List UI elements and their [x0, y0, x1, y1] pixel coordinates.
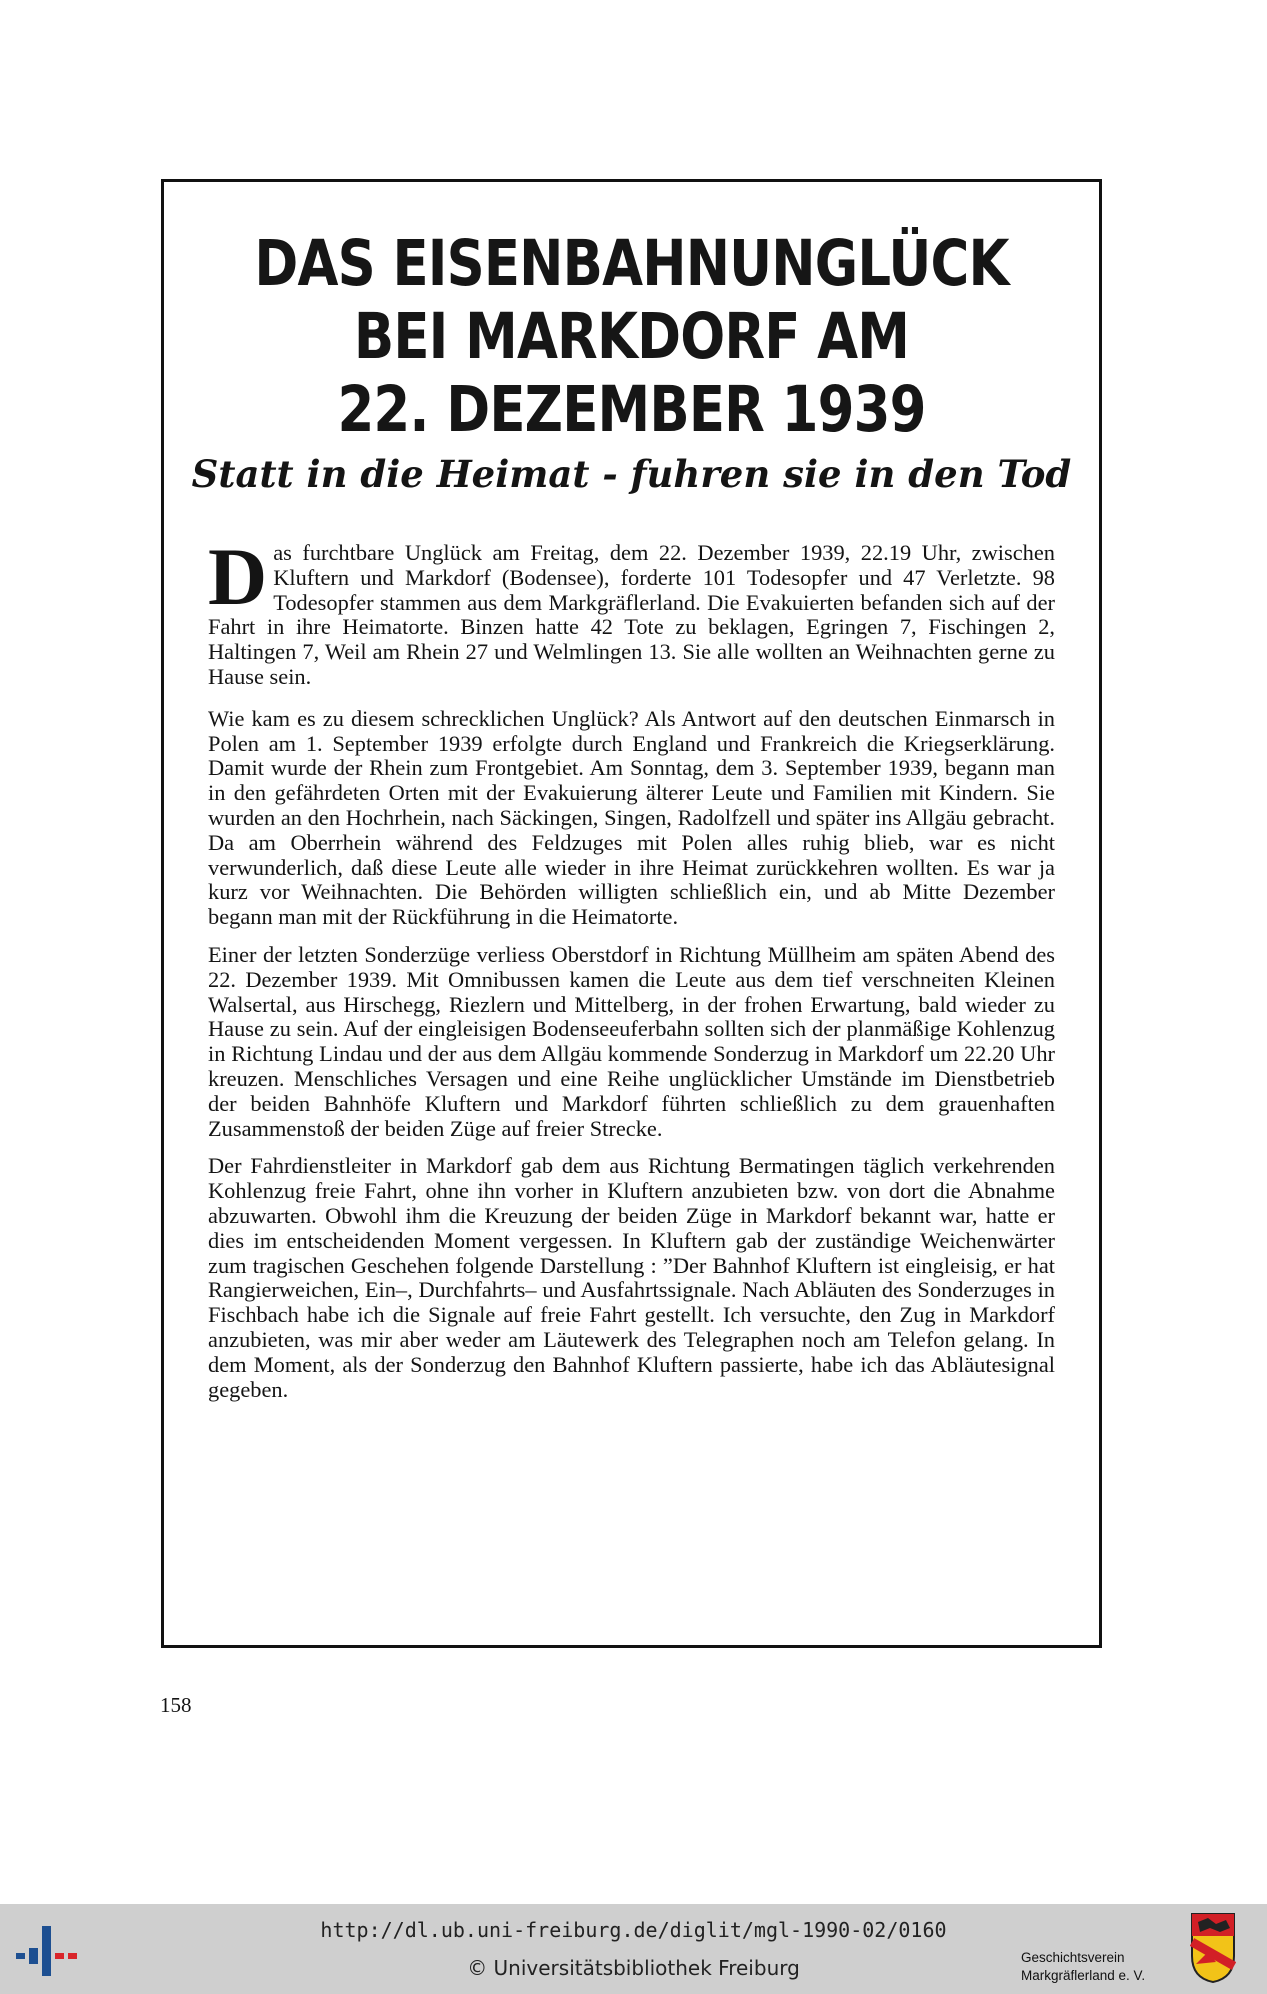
paragraph-1	[208, 531, 1055, 690]
paragraph-2: Wie kam es zu diesem schrecklichen Unglück? Als Antwort auf den deutschen Einmarsch in Polen am 1. September 1939 erfolgte durch England und Frankreich die Kriegserklärung. Damit wurde der Rhein zum Frontgebiet. Am Sonntag, dem 3. September 1939, begann man in den gefährdeten Orten mit der Evakuierung älterer Leute und Familien mit Kindern. Sie wurden an den Hochrhein, nach Säckingen, Singen, Radolfzell und später ins Allgäu gebracht. Da am Oberrhein während des Feldzuges mit Polen alles ruhig blieb, war es nicht verwunderlich, daß diese Leute alle wieder in ihre Heimat zurückkehren wollten. Es war ja kurz vor Weihnachten. Die Behörden willigten schließlich ein, und ab Mitte Dezember begann man mit der Rückführung in die Heimatorte.	[208, 705, 1055, 930]
footer-url-link[interactable]: http://dl.ub.uni-freiburg.de/diglit/mgl-1990-02/0160	[320, 1918, 947, 1942]
article-subtitle: Statt in die Heimat - fuhren sie in den Tod	[191, 452, 1072, 496]
article-frame	[161, 179, 1102, 1648]
headline-line-3: 22. DEZEMBER 1939	[337, 373, 926, 446]
drop-cap: D	[208, 531, 268, 622]
paragraph-3: Einer der letzten Sonderzüge verliess Oberstdorf in Richtung Müllheim am späten Abend des 22. Dezember 1939. Mit Omnibussen kamen die Leute aus dem tief verschneiten Kleinen Walsertal, aus Hirschegg, Riezlern und Mittelberg, in der frohen Erwartung, bald wieder zu Hause zu sein. Auf der eingleisigen Bodenseeuferbahn sollten sich der planmäßige Kohlenzug in Richtung Lindau und der aus dem Allgäu kommende Sonderzug in Markdorf um 22.20 Uhr kreuzen. Menschliches Versagen und eine Reihe unglücklicher Umstände im Dienstbetrieb der beiden Bahnhöfe Kluftern und Markdorf führten schließlich zu dem grauenhaften Zusammenstoß der beiden Züge auf freier Strecke.	[208, 941, 1055, 1141]
society-name-line-1: Geschichtsverein	[1021, 1950, 1125, 1965]
society-name-line-2: Markgräflerland e. V.	[1021, 1968, 1146, 1983]
article-headline	[239, 227, 1024, 446]
page-number: 158	[160, 1693, 192, 1717]
footer-copyright: © Universitätsbibliothek Freiburg	[467, 1956, 800, 1980]
headline-line-2: BEI MARKDORF AM	[353, 300, 910, 373]
footer-bar	[0, 1904, 1267, 1994]
paragraph-1-text: as furchtbare Unglück am Freitag, dem 22. Dezember 1939, 22.19 Uhr, zwischen Kluftern und Markdorf (Bodensee), forderte 101 Todesopfer und 47 Verletzte. 98 Todesopfer stammen aus dem Markgräflerland. Die Evakuierten befanden sich auf der Fahrt in ihre Heimatorte. Binzen hatte 42 Tote zu beklagen, Egringen 7, Fischingen 2, Haltingen 7, Weil am Rhein 27 und Welmlingen 13. Sie alle wollten an Weihnachten gerne zu Hause sein.	[208, 540, 1055, 689]
society-name	[1021, 1949, 1145, 1985]
paragraph-4: Der Fahrdienstleiter in Markdorf gab dem aus Richtung Bermatingen täglich verkehrenden Kohlenzug freie Fahrt, ohne ihn vorher in Kluftern anzubieten bzw. von dort die Abnahme abzuwarten. Obwohl ihm die Kreuzung der beiden Züge in Markdorf bekannt war, hatte er dies im entscheidenden Moment vergessen. In Kluftern gab der zuständige Weichenwärter zum tragischen Geschehen folgende Darstellung : ”Der Bahnhof Kluftern ist eingleisig, er hat Rangierweichen, Ein–, Durchfahrts– und Ausfahrtssignale. Nach Abläuten des Sonderzuges in Fischbach habe ich die Signale auf freie Fahrt gestellt. Ich versuchte, den Zug in Markdorf anzubieten, was mir aber weder am Läutewerk des Telegraphen noch am Telefon gelang. In dem Moment, als der Sonderzug den Bahnhof Kluftern passierte, habe ich das Abläutesignal gegeben.	[208, 1153, 1055, 1402]
headline-line-1: DAS EISENBAHNUNGLÜCK	[254, 227, 1009, 300]
article-body	[208, 531, 1055, 1415]
coat-of-arms-icon	[1190, 1912, 1236, 1984]
